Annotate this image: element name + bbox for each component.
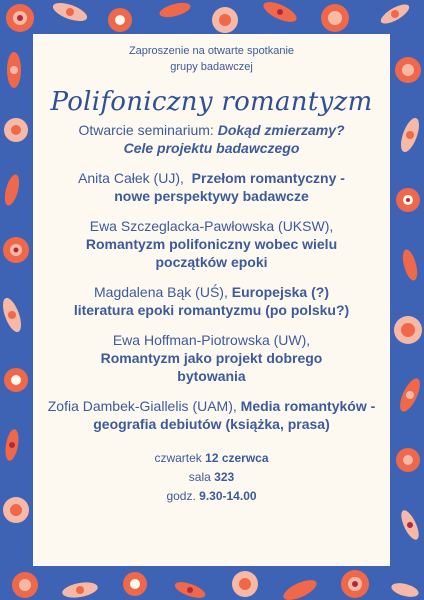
talk-speaker: Zofia Dambek-Giallelis (UAM), [47, 398, 237, 414]
date-value: 12 czerwca [205, 451, 269, 465]
opening-talk [33, 121, 390, 157]
time-label: godz. [166, 489, 200, 503]
talk-5 [33, 397, 390, 433]
talk-title-line-2: romantyków - geografia debiutów (książka, prasa) [93, 398, 376, 432]
opening-title-line-2: Cele projektu badawczego [123, 140, 300, 156]
talk-speaker: Magdalena Bąk (UŚ), [94, 284, 228, 300]
event-date [33, 449, 390, 468]
talk-title-line-2: nowe perspektywy badawcze [114, 188, 309, 204]
talk-speaker: Ewa Szczeglacka-Pawłowska (UKSW), [89, 218, 334, 234]
time-value: 9.30-14.00 [199, 489, 257, 503]
opening-prefix: Otwarcie seminarium: [78, 122, 218, 138]
event-room [33, 468, 390, 487]
talk-3 [33, 283, 390, 319]
talk-title-line-1: Romantyzm polifoniczny wobec wielu [85, 236, 338, 252]
talk-title-line-1: Romantyzm jako projekt dobrego [100, 350, 323, 366]
talk-title-line-1: Przełom romantyczny - [191, 170, 345, 186]
date-label: czwartek [154, 451, 206, 465]
event-title: Polifoniczny romantyzm [50, 87, 373, 117]
talk-1 [33, 169, 390, 205]
talk-4 [33, 331, 390, 385]
talk-title-line-2: początków epoki [155, 254, 268, 270]
talk-speaker: Ewa Hoffman-Piotrowska (UW), [112, 332, 311, 348]
talk-title-line-2: bytowania [177, 368, 246, 384]
talk-title-line-1: Europejska (?) [231, 284, 329, 300]
event-time [33, 487, 390, 506]
opening-title-line-1: Dokąd zmierzamy? [217, 122, 345, 138]
talk-title-line-1: Media [240, 398, 281, 414]
invitation-line-1: Zaproszenie na otwarte spotkanie [128, 45, 295, 57]
talk-2 [33, 217, 390, 271]
room-value: 323 [214, 470, 235, 484]
talk-speaker: Anita Całek (UJ), [78, 170, 184, 186]
event-details [33, 449, 390, 506]
invitation-line-2: grupy badawczej [170, 61, 253, 73]
invitation-card [33, 34, 390, 566]
room-label: sala [188, 470, 215, 484]
talk-title-line-2: literatura epoki romantyzmu (po polsku?) [73, 302, 350, 318]
invitation-header [33, 43, 390, 75]
